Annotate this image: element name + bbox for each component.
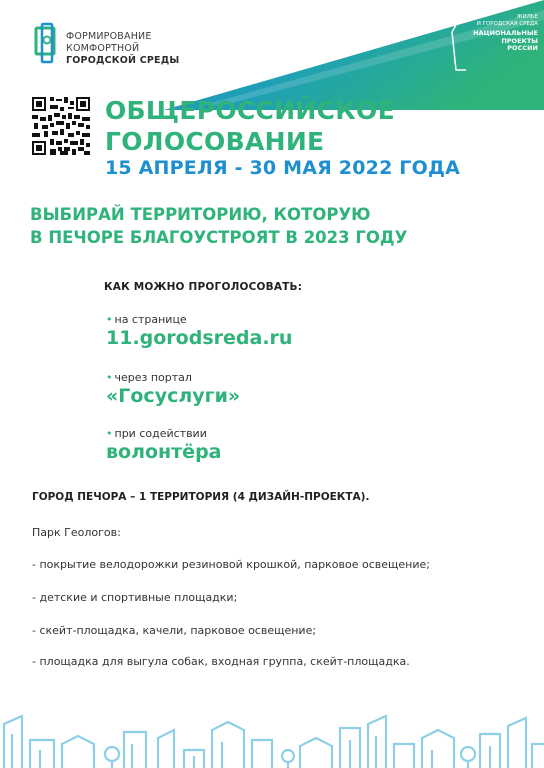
subheadline <box>30 203 407 249</box>
qr-code-icon[interactable] <box>32 97 90 155</box>
option-2-label-wrap <box>106 371 192 384</box>
logo-line-2: КОМФОРТНОЙ <box>66 43 140 54</box>
list-item: - площадка для выгула собак, входная группа, скейт-площадка. <box>32 655 410 668</box>
subheadline-line-1: ВЫБИРАЙ ТЕРРИТОРИЮ, КОТОРУЮ <box>30 205 371 224</box>
option-2-label: через портал <box>114 371 192 384</box>
list-item: - детские и спортивные площадки; <box>32 591 238 604</box>
city-heading: ГОРОД ПЕЧОРА – 1 ТЕРРИТОРИЯ (4 ДИЗАЙН-ПРОЕКТА). <box>32 491 370 503</box>
voting-dates: 15 АПРЕЛЯ - 30 МАЯ 2022 ГОДА <box>105 157 460 179</box>
logo-text <box>66 31 179 67</box>
logo-line-1: ФОРМИРОВАНИЕ <box>66 31 152 42</box>
badge-big-3: РОССИИ <box>507 44 538 52</box>
option-3-value: волонтёра <box>106 441 222 463</box>
badge-line-1: ЖИЛЬЕ <box>516 14 538 20</box>
bullet-icon: • <box>106 313 113 326</box>
headline <box>105 95 395 157</box>
option-2-value: «Госуслуги» <box>106 385 241 407</box>
headline-line-1: ОБЩЕРОССИЙСКОЕ <box>105 96 395 125</box>
option-1-label-wrap <box>106 313 187 326</box>
park-name: Парк Геологов: <box>32 526 121 539</box>
list-item: - скейт-площадка, качели, парковое освещение; <box>32 624 317 637</box>
option-3-label-wrap <box>106 427 207 440</box>
option-1-link[interactable]: 11.gorodsreda.ru <box>106 327 293 349</box>
bullet-icon: • <box>106 427 113 440</box>
subheadline-line-2: В ПЕЧОРЕ БЛАГОУСТРОЯТ В 2023 ГОДУ <box>30 228 408 247</box>
how-to-vote-title: КАК МОЖНО ПРОГОЛОСОВАТЬ: <box>104 281 303 293</box>
logo-line-3: ГОРОДСКОЙ СРЕДЫ <box>66 55 180 66</box>
list-item: - покрытие велодорожки резиновой крошкой, парковое освещение; <box>32 558 430 571</box>
badge-big-2: ПРОЕКТЫ <box>501 36 538 45</box>
national-projects-badge <box>458 14 538 53</box>
headline-line-2: ГОЛОСОВАНИЕ <box>105 127 325 156</box>
skyline-decoration <box>0 710 544 768</box>
bullet-icon: • <box>106 371 113 384</box>
option-3-label: при содействии <box>114 427 207 440</box>
badge-big-1: НАЦИОНАЛЬНЫЕ <box>473 29 538 37</box>
option-1-label: на странице <box>114 313 187 326</box>
badge-line-2: И ГОРОДСКАЯ СРЕДА <box>476 20 538 27</box>
